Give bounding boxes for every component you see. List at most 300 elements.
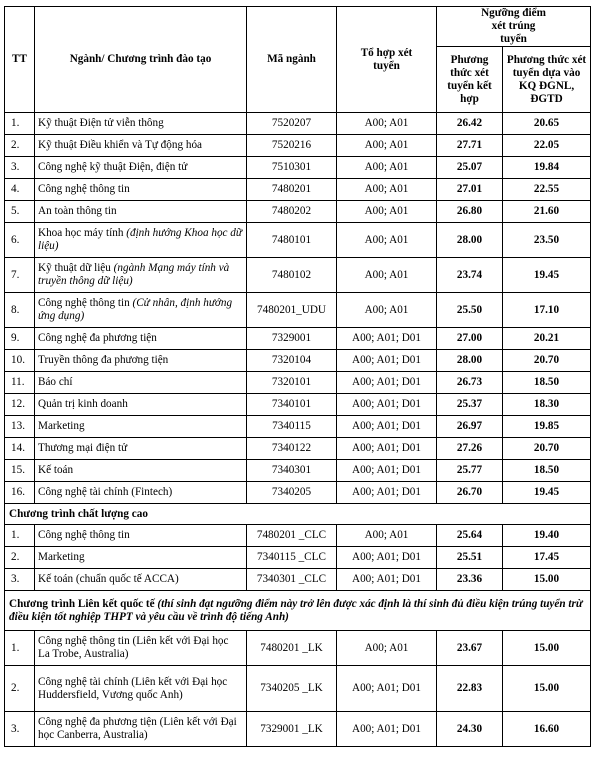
subject-combination (337, 328, 437, 350)
program-name (35, 135, 247, 157)
subject-combination (337, 258, 437, 293)
program-name (35, 223, 247, 258)
table-row (5, 258, 591, 293)
row-number-text: 2. (11, 139, 20, 151)
subject-combination-text: A00; A01 (364, 641, 409, 654)
program-code-text: 7329001 _LK (260, 722, 323, 735)
table-row (5, 569, 591, 591)
row-number-text: 16. (11, 486, 25, 498)
high-quality-section (5, 504, 591, 525)
score-assessment-method (503, 350, 591, 372)
program-code (247, 328, 337, 350)
header-method-combined: Phương thức xét tuyển kết hợp (437, 47, 503, 113)
subject-combination (337, 201, 437, 223)
program-name-text: Marketing (38, 420, 85, 432)
section-intl-title: Chương trình Liên kết quốc tế (9, 597, 158, 610)
program-name (35, 569, 247, 591)
row-number (5, 258, 35, 293)
program-name (35, 482, 247, 504)
row-number-text: 3. (11, 573, 20, 585)
program-code-text: 7340122 (271, 442, 312, 454)
table-row (5, 223, 591, 258)
table-row (5, 416, 591, 438)
subject-combination (337, 157, 437, 179)
subject-combination (337, 460, 437, 482)
program-code-text: 7480201 _LK (260, 641, 323, 654)
program-name-text: Công nghệ kỹ thuật Điện, điện tử (38, 161, 188, 173)
score-assessment-method-text: 17.10 (533, 303, 560, 316)
program-code-text: 7480202 (271, 205, 312, 217)
score-assessment-method (503, 547, 591, 569)
subject-combination-text: A00; A01; D01 (352, 722, 421, 735)
table-row (5, 712, 591, 747)
table-row (5, 460, 591, 482)
program-name (35, 631, 247, 666)
score-combined-method (437, 712, 503, 747)
score-assessment-method (503, 157, 591, 179)
row-number (5, 438, 35, 460)
subject-combination-text: A00; A01 (364, 183, 409, 195)
subject-combination (337, 666, 437, 712)
table-row (5, 201, 591, 223)
program-name (35, 394, 247, 416)
score-assessment-method-text: 19.40 (533, 529, 560, 541)
score-assessment-method-text: 19.45 (533, 486, 560, 498)
score-combined-method-text: 27.26 (456, 442, 483, 454)
program-note: (định hướng Khoa học dữ liệu) (38, 227, 242, 252)
score-combined-method-text: 27.00 (456, 332, 483, 344)
program-name (35, 460, 247, 482)
international-programs (5, 631, 591, 747)
score-combined-method-text: 25.51 (456, 551, 483, 563)
row-number-text: 3. (11, 722, 20, 735)
row-number (5, 460, 35, 482)
table-row (5, 350, 591, 372)
score-assessment-method (503, 569, 591, 591)
table-row (5, 157, 591, 179)
program-name-text: Thương mại điện tử (38, 442, 128, 454)
score-assessment-method-text: 19.45 (533, 268, 560, 281)
program-code (247, 350, 337, 372)
row-number-text: 6. (11, 233, 20, 246)
program-name-text: Công nghệ thông tin (38, 529, 130, 541)
subject-combination (337, 525, 437, 547)
table-row (5, 631, 591, 666)
subject-combination-text: A00; A01; D01 (352, 682, 421, 694)
row-number (5, 547, 35, 569)
table-header (5, 7, 591, 113)
subject-combination-text: A00; A01; D01 (352, 332, 421, 344)
program-code (247, 438, 337, 460)
subject-combination (337, 547, 437, 569)
program-code-text: 7520207 (271, 117, 312, 129)
program-name-text: Quản trị kinh doanh (38, 398, 128, 410)
program-name-text: Kỹ thuật Điện tử viễn thông (38, 117, 164, 129)
row-number-text: 15. (11, 464, 25, 476)
program-name (35, 416, 247, 438)
table-row (5, 135, 591, 157)
program-note: (Cử nhân, định hướng ứng dụng) (38, 297, 233, 322)
row-number-text: 13. (11, 420, 25, 432)
score-assessment-method (503, 179, 591, 201)
program-code (247, 258, 337, 293)
program-name (35, 201, 247, 223)
row-number (5, 293, 35, 328)
international-section (5, 591, 591, 631)
program-code (247, 525, 337, 547)
row-number (5, 201, 35, 223)
subject-combination-text: A00; A01; D01 (352, 573, 421, 585)
program-name-text: Công nghệ tài chính (Liên kết với Đại học Huddersfield, Vương quốc Anh) (38, 675, 228, 701)
row-number (5, 328, 35, 350)
row-number (5, 631, 35, 666)
subject-combination-text: A00; A01; D01 (352, 420, 421, 432)
table-row (5, 438, 591, 460)
score-combined-method-text: 26.73 (456, 376, 483, 388)
score-combined-method (437, 113, 503, 135)
score-assessment-method-text: 18.50 (533, 464, 560, 476)
program-code-text: 7340205 _LK (260, 682, 323, 694)
subject-combination-text: A00; A01 (364, 117, 409, 129)
subject-combination (337, 631, 437, 666)
score-combined-method (437, 482, 503, 504)
program-code (247, 569, 337, 591)
score-combined-method-text: 24.30 (456, 722, 483, 735)
score-combined-method-text: 25.77 (456, 464, 483, 476)
program-code-text: 7520216 (271, 139, 312, 151)
program-name-text: Công nghệ thông tin (Liên kết với Đại học La Trobe, Australia) (38, 635, 229, 660)
header-tt: TT (5, 7, 35, 113)
score-combined-method (437, 394, 503, 416)
program-code (247, 631, 337, 666)
row-number-text: 11. (11, 376, 25, 388)
program-code-text: 7340115 (272, 420, 311, 432)
score-combined-method (437, 631, 503, 666)
program-code-text: 7480102 (271, 268, 312, 281)
subject-combination-text: A00; A01 (364, 233, 409, 246)
score-assessment-method-text: 18.50 (533, 376, 560, 388)
score-assessment-method (503, 394, 591, 416)
score-assessment-method (503, 460, 591, 482)
row-number (5, 482, 35, 504)
score-combined-method (437, 258, 503, 293)
score-combined-method (437, 547, 503, 569)
score-assessment-method-text: 20.21 (533, 332, 560, 344)
score-combined-method (437, 179, 503, 201)
score-assessment-method (503, 416, 591, 438)
score-assessment-method-text: 19.85 (533, 420, 560, 432)
header-code: Mã ngành (247, 7, 337, 113)
score-assessment-method-text: 15.00 (533, 641, 560, 654)
row-number-text: 2. (11, 551, 20, 563)
row-number-text: 14. (11, 442, 25, 454)
program-name (35, 113, 247, 135)
header-combo: Tổ hợp xét tuyển (337, 7, 437, 113)
row-number (5, 113, 35, 135)
program-name-text: Công nghệ đa phương tiện (38, 332, 157, 344)
subject-combination (337, 179, 437, 201)
score-assessment-method-text: 23.50 (533, 233, 560, 246)
row-number (5, 416, 35, 438)
program-name (35, 258, 247, 293)
score-assessment-method (503, 328, 591, 350)
program-name (35, 438, 247, 460)
table-row (5, 525, 591, 547)
score-combined-method (437, 201, 503, 223)
program-code-text: 7480201 (271, 183, 312, 195)
score-combined-method-text: 27.01 (456, 183, 483, 195)
program-code-text: 7480201_UDU (257, 303, 326, 316)
table-row (5, 328, 591, 350)
score-combined-method-text: 25.07 (456, 161, 483, 173)
program-name-text: Marketing (38, 551, 85, 563)
row-number-text: 5. (11, 205, 20, 217)
row-number-text: 1. (11, 641, 20, 654)
score-combined-method-text: 25.50 (456, 303, 483, 316)
program-code-text: 7340205 (271, 486, 312, 498)
row-number (5, 569, 35, 591)
program-name-text: Kế toán (chuẩn quốc tế ACCA) (38, 573, 179, 585)
score-combined-method-text: 23.36 (456, 573, 483, 585)
score-assessment-method-text: 20.70 (533, 442, 560, 454)
program-code (247, 293, 337, 328)
score-assessment-method-text: 20.65 (533, 117, 560, 129)
section-title-international (5, 591, 591, 631)
program-code (247, 482, 337, 504)
row-number (5, 350, 35, 372)
subject-combination-text: A00; A01; D01 (352, 551, 421, 563)
row-number-text: 2. (11, 682, 20, 694)
score-assessment-method (503, 201, 591, 223)
program-code (247, 372, 337, 394)
score-combined-method-text: 25.37 (456, 398, 483, 410)
score-assessment-method (503, 482, 591, 504)
program-name (35, 547, 247, 569)
high-quality-programs (5, 525, 591, 591)
program-name (35, 372, 247, 394)
program-name-text: Công nghệ thông tin (38, 297, 133, 309)
row-number (5, 372, 35, 394)
program-name-text: An toàn thông tin (38, 205, 117, 217)
score-combined-method (437, 350, 503, 372)
program-name-text: Công nghệ đa phương tiện (Liên kết với Đại học Canberra, Australia) (38, 716, 237, 741)
score-assessment-method-text: 16.60 (533, 722, 560, 735)
score-assessment-method (503, 372, 591, 394)
program-code (247, 712, 337, 747)
subject-combination-text: A00; A01; D01 (352, 354, 421, 366)
row-number (5, 179, 35, 201)
table-row (5, 482, 591, 504)
row-number (5, 394, 35, 416)
score-assessment-method-text: 19.84 (533, 161, 560, 173)
subject-combination-text: A00; A01 (364, 139, 409, 151)
program-code-text: 7340101 (271, 398, 312, 410)
program-code (247, 113, 337, 135)
subject-combination (337, 350, 437, 372)
subject-combination-text: A00; A01; D01 (352, 376, 421, 388)
score-assessment-method (503, 293, 591, 328)
row-number-text: 3. (11, 161, 20, 173)
subject-combination (337, 223, 437, 258)
row-number-text: 7. (11, 268, 20, 281)
table-row (5, 113, 591, 135)
program-name (35, 157, 247, 179)
subject-combination (337, 372, 437, 394)
score-assessment-method-text: 20.70 (533, 354, 560, 366)
score-assessment-method (503, 113, 591, 135)
score-assessment-method (503, 631, 591, 666)
program-code (247, 460, 337, 482)
row-number-text: 1. (11, 117, 20, 129)
program-name (35, 293, 247, 328)
subject-combination-text: A00; A01; D01 (352, 486, 421, 498)
score-combined-method (437, 666, 503, 712)
program-code-text: 7340301 (271, 464, 312, 476)
program-code-text: 7329001 (271, 332, 312, 344)
row-number (5, 223, 35, 258)
score-assessment-method (503, 712, 591, 747)
subject-combination-text: A00; A01 (364, 303, 409, 316)
row-number-text: 1. (11, 529, 20, 541)
table-row (5, 666, 591, 712)
program-code-text: 7340301 _CLC (256, 573, 327, 585)
score-combined-method-text: 23.74 (456, 268, 483, 281)
program-code (247, 157, 337, 179)
row-number-text: 10. (11, 354, 25, 366)
main-programs (5, 113, 591, 504)
program-code (247, 179, 337, 201)
score-combined-method-text: 26.97 (456, 420, 483, 432)
program-code (247, 547, 337, 569)
program-name-text: Kỹ thuật Điều khiển và Tự động hóa (38, 139, 203, 151)
table-row (5, 394, 591, 416)
program-code (247, 394, 337, 416)
program-code (247, 666, 337, 712)
table-row (5, 179, 591, 201)
score-combined-method (437, 157, 503, 179)
program-name-text: Kỹ thuật dữ liệu (38, 262, 114, 274)
score-combined-method (437, 135, 503, 157)
score-combined-method (437, 525, 503, 547)
row-number (5, 666, 35, 712)
program-name (35, 712, 247, 747)
score-combined-method-text: 26.70 (456, 486, 483, 498)
program-code-text: 7480101 (271, 233, 312, 246)
score-assessment-method-text: 15.00 (533, 573, 560, 585)
program-name-text: Khoa học máy tính (38, 227, 127, 239)
program-name-text: Công nghệ thông tin (38, 183, 130, 195)
row-number (5, 157, 35, 179)
score-assessment-method (503, 258, 591, 293)
subject-combination-text: A00; A01 (364, 529, 409, 541)
score-combined-method-text: 23.67 (456, 641, 483, 654)
subject-combination (337, 113, 437, 135)
score-assessment-method (503, 223, 591, 258)
score-combined-method (437, 223, 503, 258)
score-combined-method (437, 460, 503, 482)
subject-combination (337, 394, 437, 416)
program-name (35, 350, 247, 372)
subject-combination (337, 135, 437, 157)
program-code-text: 7480201 _CLC (256, 529, 327, 541)
program-note: (ngành Mạng máy tính và truyền thông dữ liệu) (38, 262, 230, 287)
score-combined-method-text: 27.71 (456, 139, 483, 151)
header-program: Ngành/ Chương trình đào tạo (35, 7, 247, 113)
row-number (5, 135, 35, 157)
row-number-text: 8. (11, 303, 20, 316)
table-row (5, 372, 591, 394)
program-name-text: Báo chí (38, 376, 73, 388)
program-code (247, 135, 337, 157)
program-name (35, 179, 247, 201)
subject-combination-text: A00; A01 (364, 205, 409, 217)
score-combined-method (437, 328, 503, 350)
table-row (5, 293, 591, 328)
subject-combination (337, 569, 437, 591)
section-title-high-quality: Chương trình chất lượng cao (5, 504, 591, 525)
score-assessment-method-text: 17.45 (533, 551, 560, 563)
subject-combination (337, 712, 437, 747)
row-number-text: 4. (11, 183, 20, 195)
program-code-text: 7320101 (271, 376, 312, 388)
subject-combination-text: A00; A01; D01 (352, 464, 421, 476)
score-combined-method-text: 22.83 (456, 682, 483, 694)
program-name-text: Công nghệ tài chính (Fintech) (38, 486, 173, 498)
subject-combination-text: A00; A01; D01 (352, 398, 421, 410)
score-assessment-method-text: 21.60 (533, 205, 560, 217)
program-name (35, 328, 247, 350)
score-assessment-method-text: 22.05 (533, 139, 560, 151)
score-assessment-method (503, 666, 591, 712)
score-assessment-method (503, 135, 591, 157)
score-assessment-method-text: 22.55 (533, 183, 560, 195)
program-code (247, 201, 337, 223)
program-code (247, 223, 337, 258)
score-combined-method (437, 372, 503, 394)
score-combined-method-text: 26.42 (456, 117, 483, 129)
program-name (35, 666, 247, 712)
score-assessment-method (503, 438, 591, 460)
row-number-text: 9. (11, 332, 20, 344)
row-number (5, 525, 35, 547)
program-code-text: 7340115 _CLC (257, 551, 326, 563)
score-assessment-method-text: 18.30 (533, 398, 560, 410)
program-code-text: 7510301 (271, 161, 312, 173)
subject-combination-text: A00; A01 (364, 268, 409, 281)
score-assessment-method (503, 525, 591, 547)
score-combined-method (437, 416, 503, 438)
header-method-assessment: Phương thức xét tuyển dựa vào KQ ĐGNL, ĐGTD (503, 47, 591, 113)
score-combined-method-text: 28.00 (456, 354, 483, 366)
score-combined-method (437, 293, 503, 328)
program-name (35, 525, 247, 547)
table-row (5, 547, 591, 569)
section-intl-note: (thí sinh đạt ngưỡng điểm này trở lên được xác định là thí sinh đủ điều kiện trúng tuyển trừ điều kiện tốt nghiệp THPT và yêu cầu về trình độ tiếng Anh) (9, 597, 583, 623)
score-combined-method (437, 438, 503, 460)
score-combined-method (437, 569, 503, 591)
admission-score-table (4, 6, 591, 747)
subject-combination (337, 438, 437, 460)
subject-combination-text: A00; A01; D01 (352, 442, 421, 454)
subject-combination (337, 482, 437, 504)
subject-combination-text: A00; A01 (364, 161, 409, 173)
program-code-text: 7320104 (271, 354, 312, 366)
score-combined-method-text: 28.00 (456, 233, 483, 246)
program-code (247, 416, 337, 438)
subject-combination (337, 416, 437, 438)
score-assessment-method-text: 15.00 (533, 682, 560, 694)
row-number-text: 12. (11, 398, 25, 410)
